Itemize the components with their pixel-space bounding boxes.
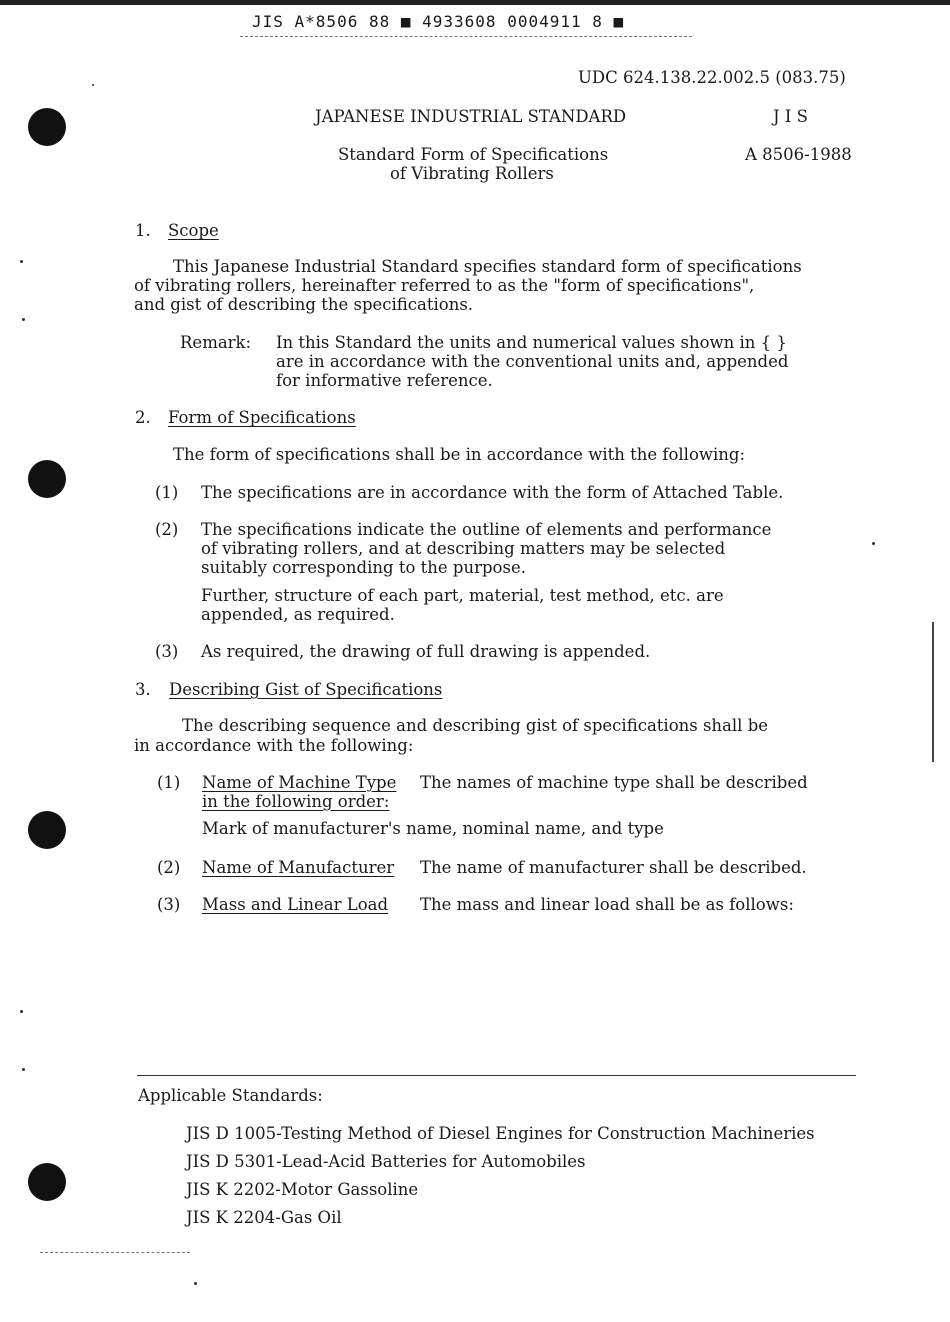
section-2-intro: The form of specifications shall be in accordance with the following:: [173, 445, 746, 464]
section-2-number: 2.: [135, 408, 151, 427]
applicable-standard-item: JIS D 1005-Testing Method of Diesel Engines for Construction Machineries: [186, 1124, 815, 1143]
jis-mark: J I S: [773, 107, 808, 126]
applicable-standard-item: JIS D 5301-Lead-Acid Batteries for Automobiles: [186, 1152, 586, 1171]
applicable-standard-item: JIS K 2202-Motor Gassoline: [186, 1180, 419, 1199]
section-3-item-3-number: (3): [157, 895, 181, 914]
footer-divider: [137, 1075, 856, 1076]
standard-title: JAPANESE INDUSTRIAL STANDARD: [315, 107, 627, 126]
punch-hole: [28, 460, 66, 498]
section-1-title: Scope: [168, 221, 219, 240]
header-strip: JIS A*8506 88 ■ 4933608 0004911 8 ■: [252, 12, 625, 31]
section-3-item-3-text: The mass and linear load shall be as follows:: [420, 895, 794, 914]
section-2-item-2-number: (2): [155, 520, 179, 539]
section-3-item-2-title: Name of Manufacturer: [202, 858, 395, 877]
remark-text: [276, 333, 788, 390]
section-2-item-2-extra: [201, 586, 724, 624]
scan-speck: [22, 318, 25, 321]
section-3-item-1-text: The names of machine type shall be described: [420, 773, 808, 792]
section-1-para-line: This Japanese Industrial Standard specifies standard form of specifications: [173, 257, 802, 276]
section-3-intro-line: The describing sequence and describing gist of specifications shall be: [182, 716, 769, 735]
item-2-line: The specifications indicate the outline of elements and performance: [201, 520, 772, 539]
section-2-item-2-text: [201, 520, 771, 577]
section-3-number: 3.: [135, 680, 151, 699]
section-3-item-3-title: Mass and Linear Load: [202, 895, 389, 914]
remark-line: are in accordance with the conventional units and, appended: [276, 352, 789, 371]
scan-speck: [20, 1010, 23, 1013]
punch-hole: [28, 1163, 66, 1201]
scan-speck: [22, 1068, 25, 1071]
item-2-line: of vibrating rollers, and at describing matters may be selected: [201, 539, 726, 558]
doc-title-line1: Standard Form of Specifications: [338, 145, 609, 164]
punch-hole: [28, 108, 66, 146]
section-2-title: Form of Specifications: [168, 408, 356, 427]
section-3-item-2-number: (2): [157, 858, 181, 877]
remark-line: for informative reference.: [276, 371, 493, 390]
section-3-item-1-extra: Mark of manufacturer's name, nominal name, and type: [202, 819, 664, 838]
scan-speck: [20, 260, 23, 263]
section-2-item-1-text: The specifications are in accordance with the form of Attached Table.: [201, 483, 784, 502]
remark-line: In this Standard the units and numerical values shown in { }: [276, 333, 787, 352]
section-1-number: 1.: [135, 221, 151, 240]
section-3-item-1-title: Name of Machine Type: [202, 773, 397, 792]
punch-hole: [28, 811, 66, 849]
section-3-intro-line: in accordance with the following:: [134, 736, 414, 755]
scan-dash-line: [40, 1252, 190, 1254]
item-2-extra-line: appended, as required.: [201, 605, 395, 624]
section-2-item-1-number: (1): [155, 483, 179, 502]
scan-top-border: [0, 0, 950, 5]
udc-number: UDC 624.138.22.002.5 (083.75): [578, 68, 846, 87]
scan-speck: [872, 542, 875, 545]
item-2-extra-line: Further, structure of each part, material, test method, etc. are: [201, 586, 724, 605]
section-1-para-line: of vibrating rollers, hereinafter referred to as the "form of specifications",: [134, 276, 755, 295]
section-3-item-1-cont: in the following order:: [202, 792, 390, 811]
applicable-standards-label: Applicable Standards:: [138, 1086, 323, 1105]
scan-speck: [92, 84, 94, 86]
item-2-line: suitably corresponding to the purpose.: [201, 558, 526, 577]
header-strip-underline: [240, 36, 692, 38]
doc-title-line2: of Vibrating Rollers: [390, 164, 554, 183]
scan-speck: [194, 1282, 197, 1285]
section-2-item-3-number: (3): [155, 642, 179, 661]
section-1-para-line: and gist of describing the specifications.: [134, 295, 474, 314]
section-3-item-1-number: (1): [157, 773, 181, 792]
section-2-item-3-text: As required, the drawing of full drawing is appended.: [201, 642, 651, 661]
section-3-title: Describing Gist of Specifications: [169, 680, 443, 699]
scan-edge-mark: [932, 622, 934, 762]
remark-label: Remark:: [180, 333, 252, 352]
standard-number: A 8506-1988: [745, 145, 852, 164]
applicable-standard-item: JIS K 2204-Gas Oil: [186, 1208, 342, 1227]
section-3-item-2-text: The name of manufacturer shall be described.: [420, 858, 807, 877]
